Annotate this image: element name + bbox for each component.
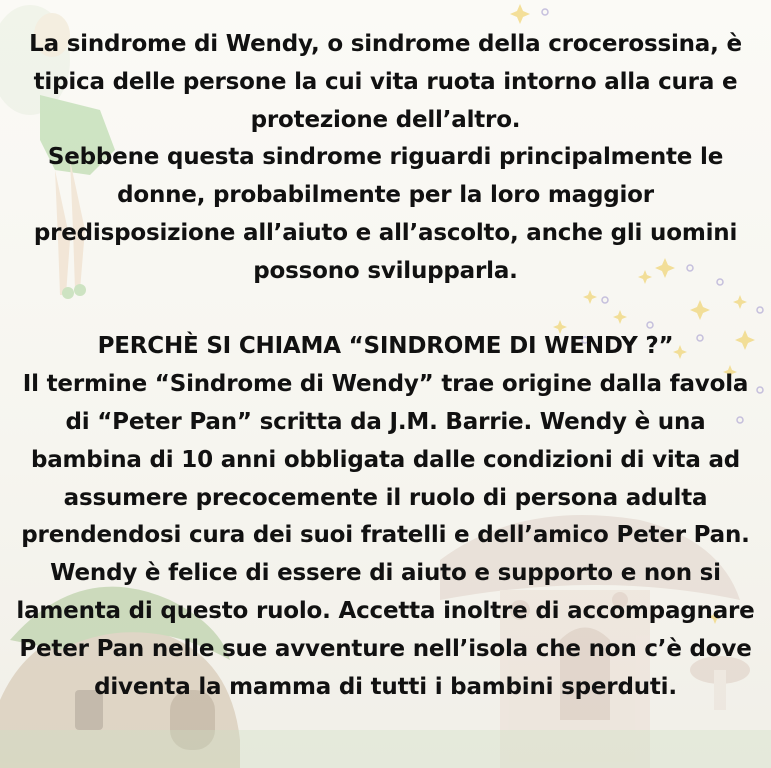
grass-illustration [0,730,771,768]
section-body: Il termine “Sindrome di Wendy” trae origine dalla favola di “Peter Pan” scritta da J.M. Barrie. Wendy è una bambina di 10 anni obbligata dalle condizioni di vita ad assumere precocemente il ruolo di persona adulta prendendosi cura dei suoi fratelli e dell’amico Peter Pan. Wendy è felice di essere di aiuto e supporto e non si lamenta di questo ruolo. Accetta inoltre di accompagnare Peter Pan nelle sue avventure nell’isola che non c’è dove diventa la mamma di tutti i bambini sperduti. [16,371,755,700]
article-text [14,26,757,706]
intro-paragraph-1: La sindrome di Wendy, o sindrome della crocerossina, è tipica delle persone la cui vita ruota intorno alla cura e protezione dell’altro. [29,31,742,133]
section-heading: PERCHÈ SI CHIAMA “SINDROME DI WENDY ?” [97,333,674,360]
intro-paragraph-2: Sebbene questa sindrome riguardi principalmente le donne, probabilmente per la loro maggior predisposizione all’aiuto e all’ascolto, anche gli uomini possono svilupparla. [33,144,738,284]
paragraph-gap [14,291,757,329]
